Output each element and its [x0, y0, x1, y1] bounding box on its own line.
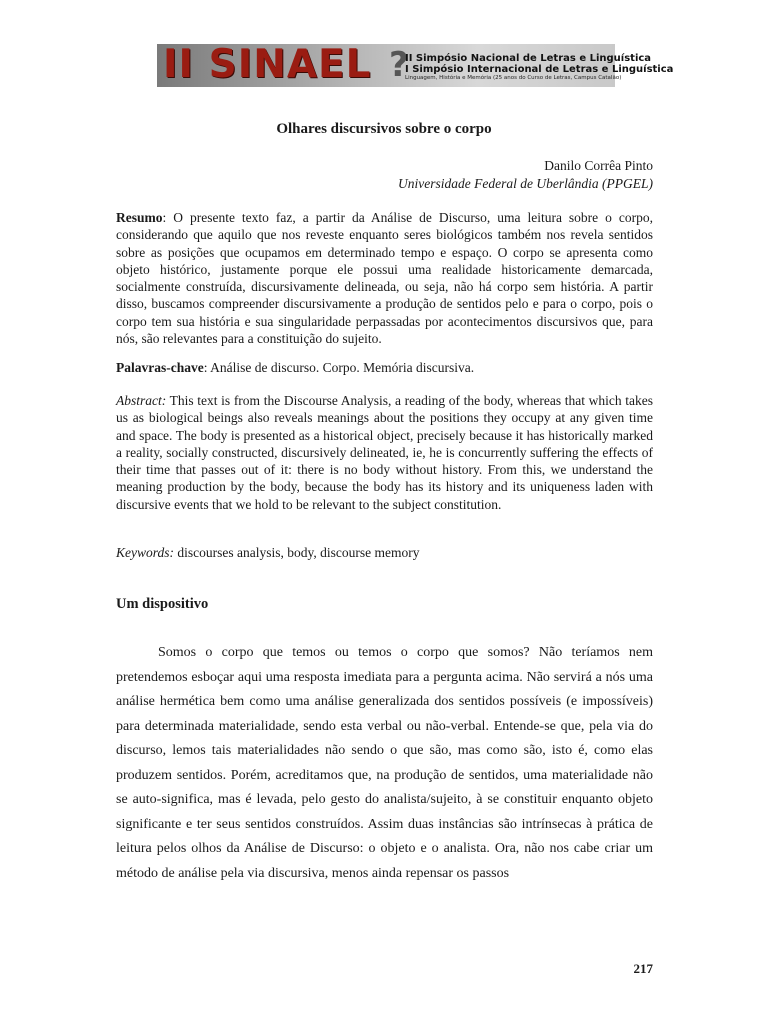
banner-line-2: I Simpósio Internacional de Letras e Linguística: [405, 64, 674, 75]
keywords-paragraph: [116, 544, 653, 561]
event-logo-mark: ?: [389, 45, 409, 85]
author-affiliation: Universidade Federal de Uberlândia (PPGEL): [398, 176, 653, 191]
body-paragraph: Somos o corpo que temos ou temos o corpo que somos? Não teríamos nem pretendemos esboçar aqui uma resposta imediata para a pergunta acima. Não servirá a nós uma análise hermética bem como uma análise generalizada dos sentidos possíveis (e impossíveis) para determinada materialidade, sendo esta verbal ou não-verbal. Entende-se que, pela via do discurso, lemos tais materialidades não sendo o que são, mas como são, isto é, como elas produzem sentidos. Porém, acreditamos que, na produção de sentidos, uma materialidade não se auto-significa, mas é levada, pelo gesto do analista/sujeito, à se constituir enquanto objeto significante e ter seus sentidos construídos. Assim duas instâncias são intrínsecas à prática de leitura pelos olhos da Análise de Discurso: o objeto e o analista. Ora, não nos cabe criar um método de análise pela via discursiva, menos ainda repensar os passos: [116, 645, 653, 881]
abstract-paragraph: [116, 392, 653, 513]
resumo-text: : O presente texto faz, a partir da Análise de Discurso, uma leitura sobre o corpo, considerando que aquilo que nos reveste enquanto seres biológicos também nos revela sentidos sobre as posições que ocupamos em determinado tempo e espaço. O corpo se apresenta como objeto histórico, justamente porque ele possui uma realidade historicamente demarcada, socialmente construída, discursivamente delineada, ou seja, não há corpo sem história. A partir disso, buscamos compreender discursivamente a produção de sentidos pelo e para o corpo, pois o corpo tem sua história e sua singularidade perpassadas por acontecimentos discursivos que, para nós, são relevantes para a constituição do sujeito.: [116, 210, 653, 347]
abstract-label: Abstract:: [116, 393, 167, 408]
event-banner: [157, 42, 674, 87]
palavras-chave-label: Palavras-chave: [116, 360, 204, 375]
section-heading: Um dispositivo: [116, 596, 209, 612]
paper-title: Olhares discursivos sobre o corpo: [276, 121, 492, 137]
resumo-paragraph: [116, 209, 653, 347]
palavras-chave-paragraph: [116, 359, 653, 376]
author-name: Danilo Corrêa Pinto: [544, 158, 653, 173]
resumo-label: Resumo: [116, 210, 163, 225]
page-number: 217: [633, 961, 653, 976]
banner-line-3: Linguagem, História e Memória (25 anos do Curso de Letras, Campus Catalão): [405, 75, 622, 81]
event-logo: II SINAEL: [163, 42, 372, 87]
abstract-text: This text is from the Discourse Analysis, a reading of the body, whereas that which takes us as biological beings also reveals meanings about the positions they occupy at any given time and space. The body is presented as a historical object, precisely because it has historically marked a reality, socially constructed, discursively delineated, ie, he is concurrently suffering the effects of their time that passes out of it: there is no body without history. From this, we understand the meaning production by the body, because the body has its history and its uniqueness laden with discursive events that we hold to be relevant to the subject constitution.: [116, 393, 653, 512]
palavras-chave-text: : Análise de discurso. Corpo. Memória discursiva.: [203, 360, 475, 375]
keywords-label: Keywords:: [116, 545, 174, 560]
keywords-text: discourses analysis, body, discourse memory: [174, 545, 420, 560]
banner-line-1: II Simpósio Nacional de Letras e Linguística: [405, 53, 652, 64]
